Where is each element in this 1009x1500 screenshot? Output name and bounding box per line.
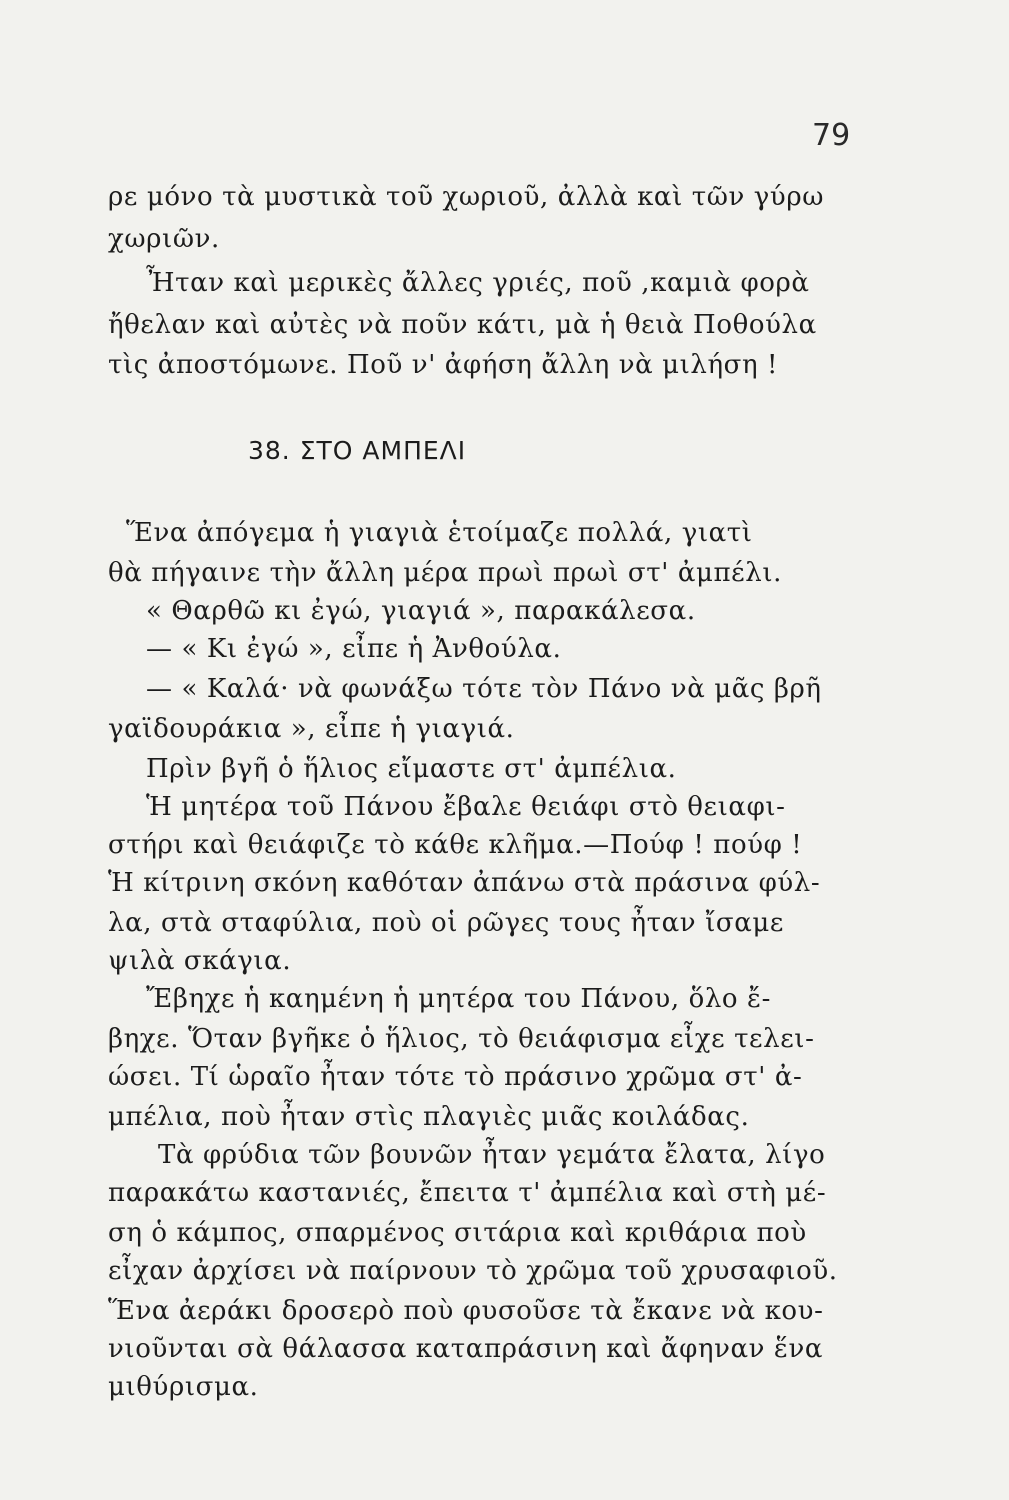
text-line: Ἕνα ἀεράκι δροσερὸ ποὺ φυσοῦσε τὰ ἔκανε νὰ κου-	[108, 1296, 824, 1326]
text-line: Πρὶν βγῆ ὁ ἥλιος εἴμαστε στ' ἀμπέλια.	[146, 754, 677, 784]
text-line: « Θαρθῶ κι ἐγώ, γιαγιά », παρακάλεσα.	[146, 596, 696, 626]
text-line: θὰ πήγαινε τὴν ἄλλη μέρα πρωὶ πρωὶ στ' ἀμπέλι.	[108, 558, 782, 588]
text-line: ώσει. Τί ὡραῖο ἦταν τότε τὸ πράσινο χρῶμα στ' ἀ-	[108, 1062, 803, 1092]
text-line: μιθύρισμα.	[108, 1372, 259, 1402]
text-line: στήρι καὶ θειάφιζε τὸ κάθε κλῆμα.—Πούφ ! πούφ !	[108, 830, 803, 860]
text-line: — « Καλά· νὰ φωνάξω τότε τὸν Πάνο νὰ μᾶς βρῆ	[146, 674, 822, 704]
text-line: λα, στὰ σταφύλια, ποὺ οἱ ρῶγες τους ἦταν ἴσαμε	[108, 908, 784, 938]
text-line: μπέλια, ποὺ ἦταν στὶς πλαγιὲς μιᾶς κοιλάδας.	[108, 1102, 750, 1132]
text-line: ψιλὰ σκάγια.	[108, 946, 292, 976]
text-line: τὶς ἀποστόμωνε. Ποῦ ν' ἀφήση ἄλλη νὰ μιλήση !	[108, 350, 779, 380]
text-line: Ἡ μητέρα τοῦ Πάνου ἔβαλε θειάφι στὸ θειαφι-	[146, 792, 786, 822]
section-heading: 38. ΣΤΟ ΑΜΠΕΛΙ	[248, 436, 467, 465]
text-line: παρακάτω καστανιές, ἔπειτα τ' ἀμπέλια καὶ στὴ μέ-	[108, 1178, 827, 1208]
text-line: ση ὁ κάμπος, σπαρμένος σιτάρια καὶ κριθάρια ποὺ	[108, 1218, 807, 1248]
text-line: χωριῶν.	[108, 224, 220, 254]
text-line: Ἡ κίτρινη σκόνη καθόταν ἀπάνω στὰ πράσινα φύλ-	[108, 868, 821, 898]
text-line: Ἔβηχε ἡ καημένη ἡ μητέρα του Πάνου, ὅλο ἔ-	[146, 984, 771, 1014]
text-line: νιοῦνται σὰ θάλασσα καταπράσινη καὶ ἄφηναν ἕνα	[108, 1334, 824, 1364]
text-line: Ἦταν καὶ μερικὲς ἄλλες γριές, ποῦ ,καμιὰ φορὰ	[146, 268, 810, 298]
text-line: Ἕνα ἀπόγεμα ἡ γιαγιὰ ἑτοίμαζε πολλά, γιατὶ	[126, 518, 753, 548]
text-line: εἶχαν ἀρχίσει νὰ παίρνουν τὸ χρῶμα τοῦ χρυσαφιοῦ.	[108, 1256, 838, 1286]
text-line: ρε μόνο τὰ μυστικὰ τοῦ χωριοῦ, ἀλλὰ καὶ τῶν γύρω	[108, 182, 825, 212]
text-line: βηχε. Ὅταν βγῆκε ὁ ἥλιος, τὸ θειάφισμα εἶχε τελει-	[108, 1024, 815, 1054]
text-line: γαϊδουράκια », εἶπε ἡ γιαγιά.	[108, 714, 515, 744]
text-line: Τὰ φρύδια τῶν βουνῶν ἦταν γεμάτα ἔλατα, λίγο	[158, 1140, 826, 1170]
text-line: ἤθελαν καὶ αὐτὲς νὰ ποῦν κάτι, μὰ ἡ θειὰ Ποθούλα	[108, 310, 817, 340]
text-line: — « Κι ἐγώ », εἶπε ἡ Ἀνθούλα.	[146, 634, 562, 664]
page-number: 79	[812, 118, 851, 153]
